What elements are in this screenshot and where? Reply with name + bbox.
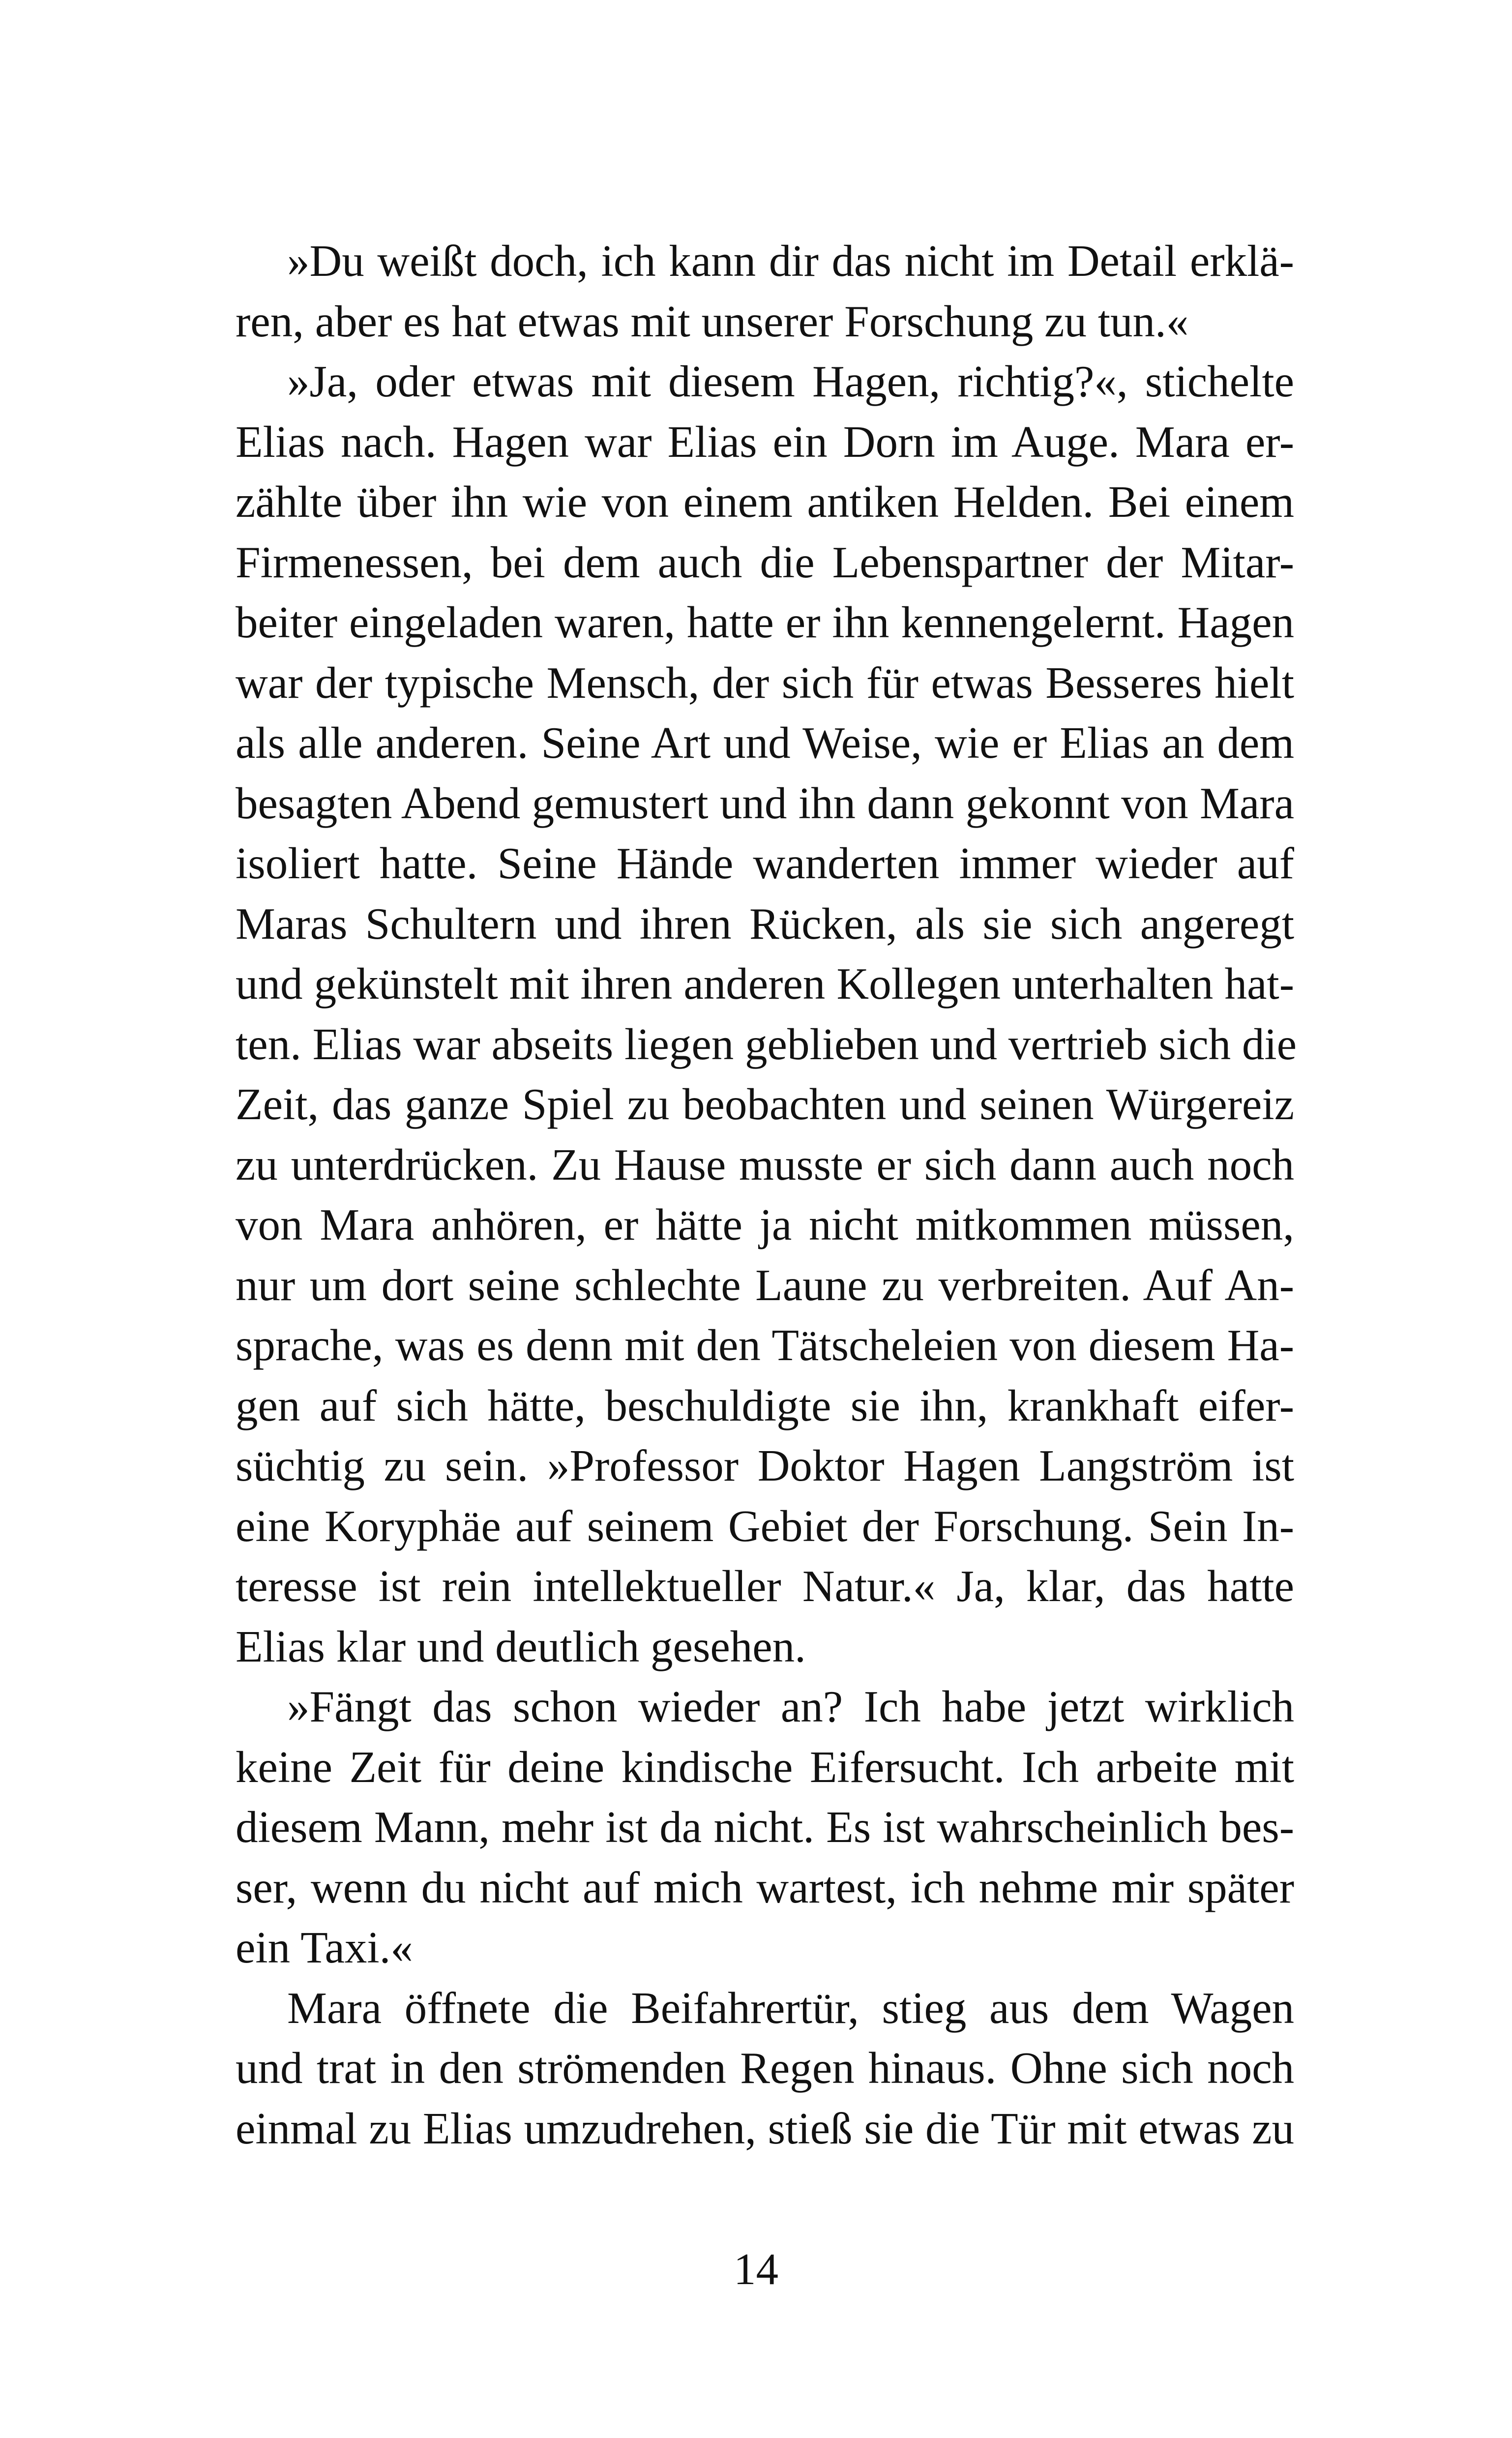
text-line: ser, wenn du nicht auf mich wartest, ich nehme mir später (236, 1862, 1294, 1912)
text-line: besagten Abend gemustert und ihn dann gekonnt von Mara (236, 778, 1294, 828)
text-line: ein Taxi.« (236, 1923, 413, 1972)
text-line: sprache, was es denn mit den Tätscheleien von diesem Ha- (236, 1320, 1294, 1370)
text-line: beiter eingeladen waren, hatte er ihn kennengelernt. Hagen (236, 597, 1294, 647)
text-line: süchtig zu sein. »Professor Doktor Hagen Langström ist (236, 1441, 1294, 1490)
text-line: Firmenessen, bei dem auch die Lebenspartner der Mitar- (236, 537, 1294, 587)
text-line: Mara öffnete die Beifahrertür, stieg aus dem Wagen (287, 1983, 1294, 2033)
text-line: isoliert hatte. Seine Hände wanderten immer wieder auf (236, 838, 1294, 888)
body-text (236, 231, 1297, 2159)
text-line: zählte über ihn wie von einem antiken Helden. Bei einem (236, 477, 1294, 527)
text-line: diesem Mann, mehr ist da nicht. Es ist wahrscheinlich bes- (236, 1802, 1294, 1852)
text-line: »Fängt das schon wieder an? Ich habe jetzt wirklich (287, 1682, 1294, 1731)
text-line: gen auf sich hätte, beschuldigte sie ihn, krankhaft eifer- (236, 1380, 1294, 1430)
text-line: Elias nach. Hagen war Elias ein Dorn im Auge. Mara er- (236, 416, 1294, 467)
text-line: ten. Elias war abseits liegen geblieben und vertrieb sich die (236, 1019, 1297, 1069)
text-line: Elias klar und deutlich gesehen. (236, 1621, 806, 1671)
text-line: war der typische Mensch, der sich für etwas Besseres hielt (236, 657, 1294, 708)
page-number: 14 (734, 2244, 778, 2294)
text-line: zu unterdrücken. Zu Hause musste er sich dann auch noch (236, 1139, 1294, 1189)
text-line: einmal zu Elias umzudrehen, stieß sie die Tür mit etwas zu (236, 2103, 1294, 2153)
text-line: »Ja, oder etwas mit diesem Hagen, richtig?«, stichelte (287, 357, 1294, 406)
text-line: Maras Schultern und ihren Rücken, als sie sich angeregt (236, 898, 1294, 949)
text-line: und gekünstelt mit ihren anderen Kollegen unterhalten hat- (236, 959, 1294, 1009)
text-line: als alle anderen. Seine Art und Weise, wie er Elias an dem (236, 718, 1294, 768)
text-line: und trat in den strömenden Regen hinaus. Ohne sich noch (236, 2043, 1294, 2093)
text-line: Zeit, das ganze Spiel zu beobachten und seinen Würgereiz (236, 1079, 1294, 1129)
text-line: »Du weißt doch, ich kann dir das nicht im Detail erklä- (287, 236, 1294, 286)
text-line: keine Zeit für deine kindische Eifersucht. Ich arbeite mit (236, 1742, 1294, 1792)
text-line: teresse ist rein intellektueller Natur.« Ja, klar, das hatte (236, 1561, 1294, 1611)
text-line: eine Koryphäe auf seinem Gebiet der Forschung. Sein In- (236, 1501, 1294, 1551)
text-line: ren, aber es hat etwas mit unserer Forschung zu tun.« (236, 296, 1189, 346)
text-line: nur um dort seine schlechte Laune zu verbreiten. Auf An- (236, 1260, 1294, 1310)
text-line: von Mara anhören, er hätte ja nicht mitkommen müssen, (236, 1200, 1294, 1249)
